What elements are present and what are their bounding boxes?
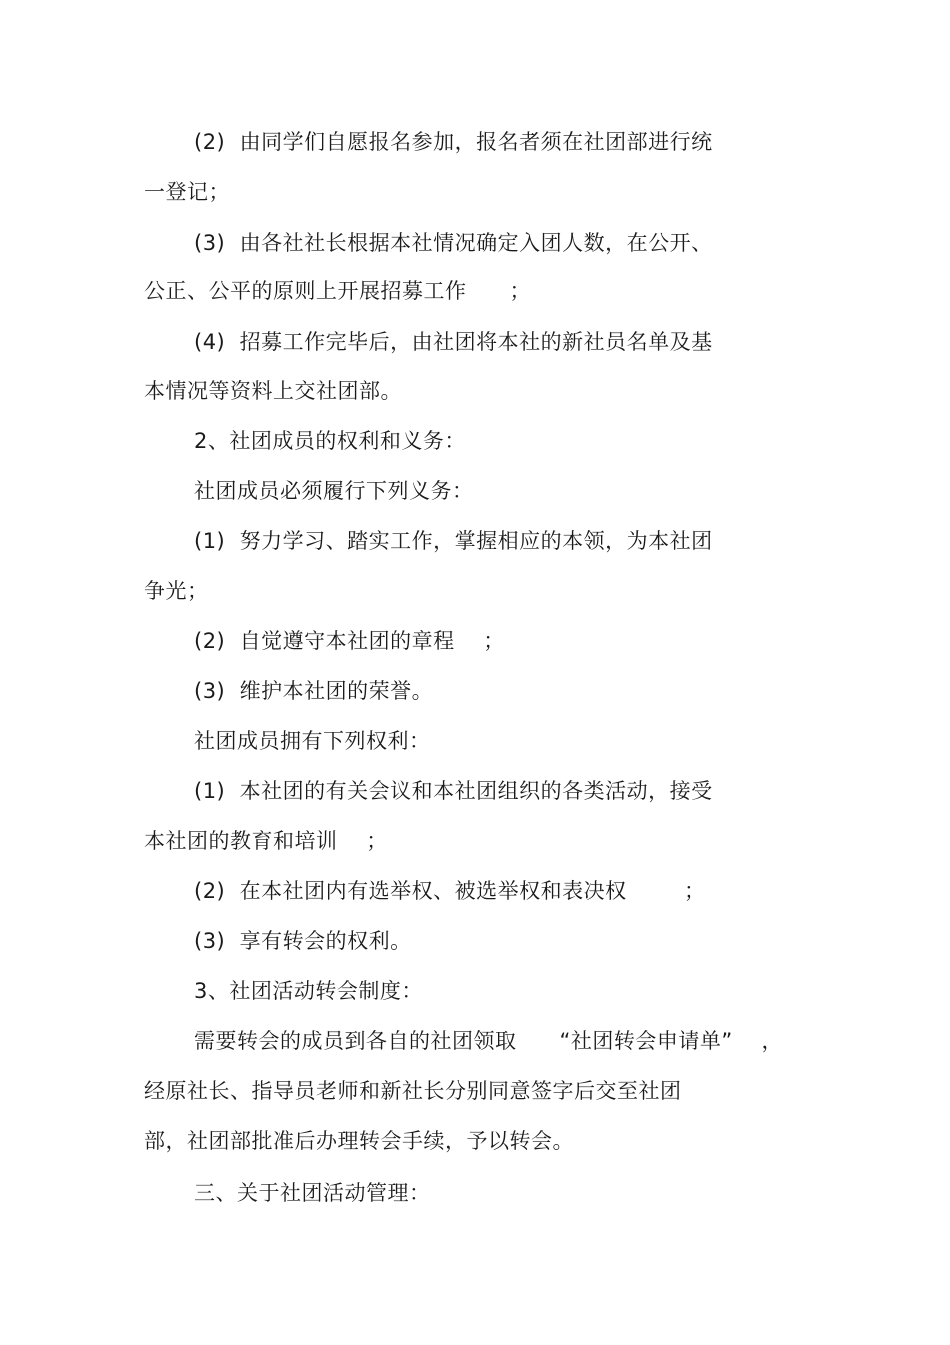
paragraph-line: (3) 由各社社长根据本社情况确定入团人数，在公开、 <box>194 231 713 255</box>
paragraph-line: 本社团的教育和培训 ； <box>144 829 388 853</box>
paragraph-line: (2) 在本社团内有选举权、被选举权和表决权 ； <box>194 879 706 903</box>
paragraph-line: 本情况等资料上交社团部。 <box>144 379 402 403</box>
section-heading: 2、社团成员的权利和义务： <box>194 429 466 453</box>
paragraph-line: (3) 维护本社团的荣誉。 <box>194 679 434 703</box>
paragraph-line: 社团成员拥有下列权利： <box>194 729 431 753</box>
paragraph-line: 经原社长、指导员老师和新社长分别同意签字后交至社团 <box>144 1079 682 1103</box>
paragraph-line: 一登记； <box>144 180 230 204</box>
paragraph-line: (2) 由同学们自愿报名参加，报名者须在社团部进行统 <box>194 130 713 154</box>
paragraph-line: 争光； <box>144 579 209 603</box>
paragraph-line: (3) 享有转会的权利。 <box>194 929 412 953</box>
paragraph-line: (2) 自觉遵守本社团的章程 ； <box>194 629 505 653</box>
paragraph-line: 部，社团部批准后办理转会手续，予以转会。 <box>144 1129 574 1153</box>
paragraph-line: 社团成员必须履行下列义务： <box>194 479 474 503</box>
paragraph-line: (1) 努力学习、踏实工作，掌握相应的本领，为本社团 <box>194 529 713 553</box>
paragraph-line: (4) 招募工作完毕后，由社团将本社的新社员名单及基 <box>194 330 713 354</box>
paragraph-line: 需要转会的成员到各自的社团领取 “社团转会申请单” ， <box>194 1029 784 1053</box>
section-heading: 三、关于社团活动管理： <box>194 1181 431 1205</box>
paragraph-line: (1) 本社团的有关会议和本社团组织的各类活动，接受 <box>194 779 713 803</box>
paragraph-line: 公正、公平的原则上开展招募工作 ； <box>144 279 532 303</box>
section-heading: 3、社团活动转会制度： <box>194 979 423 1003</box>
